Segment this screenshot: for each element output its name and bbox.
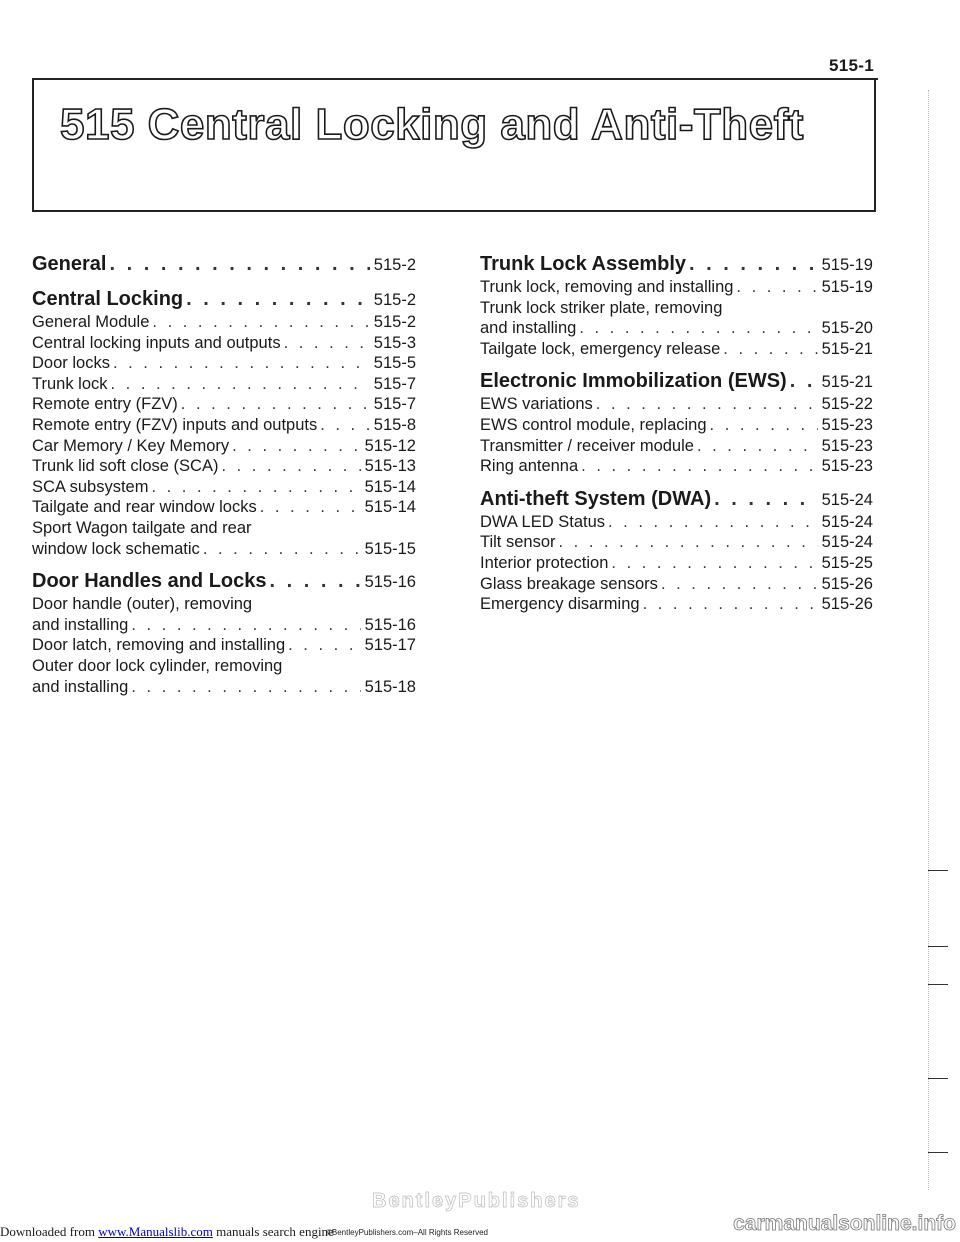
dot-leader <box>203 539 361 560</box>
toc-entry <box>480 512 873 533</box>
toc-entry <box>480 339 873 360</box>
toc-page-ref: 515-3 <box>373 333 416 352</box>
dot-leader <box>151 477 360 498</box>
toc-entry-title: Tailgate and rear window locks <box>32 498 257 517</box>
dot-leader <box>689 252 818 276</box>
toc-entry <box>32 456 416 477</box>
toc-entry <box>32 415 416 436</box>
toc-entry-title: Central Locking <box>32 288 184 310</box>
margin-tick <box>928 1078 948 1079</box>
page-number: 515-1 <box>829 56 874 75</box>
toc-entry <box>480 594 873 615</box>
toc-entry-title: Tilt sensor <box>480 533 556 552</box>
toc-entry-title: and installing <box>32 615 129 634</box>
toc-page-ref: 515-21 <box>821 339 873 358</box>
dot-leader <box>232 436 360 457</box>
copyright-notice: ©BentleyPublishers.com–All Rights Reserved <box>326 1228 488 1237</box>
toc-section-heading <box>480 487 873 512</box>
dot-leader <box>661 574 818 595</box>
toc-entry <box>32 497 416 518</box>
toc-entry-title: General Module <box>32 313 150 331</box>
toc-section-heading <box>480 252 873 277</box>
toc-entry-line: Sport Wagon tailgate and rear <box>32 518 252 537</box>
toc-page-ref: 515-8 <box>373 415 416 434</box>
toc-entry <box>32 436 416 457</box>
toc-entry-title: Trunk Lock Assembly <box>480 253 686 275</box>
toc-page-ref: 515-24 <box>821 512 873 531</box>
dot-leader <box>288 635 360 656</box>
toc-page-ref: 515-21 <box>821 373 873 392</box>
dot-leader <box>260 497 361 518</box>
toc-page-ref: 515-7 <box>373 374 416 393</box>
toc-entry-title: Emergency disarming <box>480 595 640 614</box>
toc-page-ref: 515-14 <box>364 498 416 517</box>
margin-guide <box>928 90 929 1190</box>
toc-entry <box>32 374 416 395</box>
toc-entry-title: Central locking inputs and outputs <box>32 333 281 352</box>
toc-entry <box>32 312 416 333</box>
dot-leader <box>152 312 369 333</box>
toc-entry <box>32 477 416 498</box>
toc-page-ref: 515-2 <box>373 256 416 274</box>
dot-leader <box>596 394 818 415</box>
dot-leader <box>131 615 360 636</box>
dot-leader <box>109 252 369 276</box>
manualslib-link[interactable]: www.Manualslib.com <box>98 1224 213 1239</box>
toc-right-column <box>480 252 873 615</box>
toc-page-ref: 515-23 <box>821 457 873 476</box>
margin-tick <box>928 984 948 985</box>
margin-tick <box>928 870 948 871</box>
toc-left-column <box>32 252 416 697</box>
toc-entry-title: and installing <box>480 319 577 338</box>
toc-entry <box>480 553 873 574</box>
toc-entry-title: SCA subsystem <box>32 477 149 496</box>
toc-page-ref: 515-16 <box>364 573 416 592</box>
toc-entry <box>480 277 873 298</box>
toc-page-ref: 515-19 <box>821 256 873 274</box>
toc-entry-title: Glass breakage sensors <box>480 574 658 593</box>
dot-leader <box>714 487 818 511</box>
margin-tick <box>928 946 948 947</box>
toc-page-ref: 515-22 <box>821 395 873 414</box>
toc-entry-title: Door Handles and Locks <box>32 570 267 593</box>
toc-section-heading <box>32 252 416 277</box>
dot-leader <box>284 333 370 354</box>
toc-entry-title: Car Memory / Key Memory <box>32 436 230 455</box>
toc-entry <box>32 333 416 354</box>
toc-page-ref: 515-13 <box>364 457 416 476</box>
publisher-watermark: BentleyPublishers <box>372 1190 581 1212</box>
toc-entry-title: Electronic Immobilization (EWS) <box>480 370 787 393</box>
dot-leader <box>113 353 370 374</box>
toc-page-ref: 515-12 <box>364 436 416 455</box>
toc-entry-line: Trunk lock striker plate, removing <box>480 298 723 317</box>
toc-entry <box>480 415 873 436</box>
dot-leader <box>723 339 817 360</box>
toc-section-heading <box>32 569 416 594</box>
toc-entry-title: Trunk lid soft close (SCA) <box>32 457 219 476</box>
dot-leader <box>736 277 817 298</box>
dot-leader <box>181 394 370 415</box>
toc-entry <box>32 677 416 698</box>
toc-entry-title: Trunk lock <box>32 374 108 393</box>
toc-entry-title: Tailgate lock, emergency release <box>480 339 721 358</box>
toc-entry-title: window lock schematic <box>32 539 200 558</box>
toc-entry <box>480 532 873 553</box>
chapter-title: 515 Central Locking and Anti-Theft <box>60 100 804 149</box>
toc-entry-title: EWS control module, replacing <box>480 415 707 434</box>
dot-leader <box>697 436 818 457</box>
dot-leader <box>710 415 818 436</box>
toc-entry-title: DWA LED Status <box>480 512 606 531</box>
margin-tick <box>928 1152 948 1153</box>
dot-leader <box>790 369 818 393</box>
toc-page-ref: 515-26 <box>821 595 873 614</box>
toc-entry <box>32 539 416 560</box>
toc-entry <box>32 615 416 636</box>
toc-page-ref: 515-5 <box>373 354 416 373</box>
toc-entry <box>480 436 873 457</box>
toc-page-ref: 515-7 <box>373 395 416 414</box>
footer-suffix: manuals search engine <box>216 1224 334 1239</box>
dot-leader <box>611 553 817 574</box>
toc-page-ref: 515-25 <box>821 553 873 572</box>
toc-page-ref: 515-19 <box>821 278 873 296</box>
download-footer <box>0 1224 334 1240</box>
dot-leader <box>270 569 361 593</box>
toc-entry <box>32 353 416 374</box>
toc-page-ref: 515-26 <box>821 574 873 593</box>
dot-leader <box>608 512 818 533</box>
toc-page-ref: 515-15 <box>364 539 416 558</box>
toc-page-ref: 515-23 <box>821 415 873 434</box>
toc-entry-title: Remote entry (FZV) <box>32 395 178 414</box>
toc-entry-title: Transmitter / receiver module <box>480 436 694 455</box>
dot-leader <box>320 415 370 436</box>
toc-entry-title: and installing <box>32 677 129 696</box>
toc-page-ref: 515-20 <box>821 319 873 338</box>
toc-entry-title: Door locks <box>32 354 110 373</box>
dot-leader <box>559 532 818 553</box>
dot-leader <box>221 456 360 477</box>
toc-page-ref: 515-17 <box>364 636 416 655</box>
toc-page-ref: 515-24 <box>821 533 873 552</box>
toc-entry-title: Interior protection <box>480 553 609 572</box>
toc-entry-line: Door handle (outer), removing <box>32 595 253 614</box>
site-watermark: carmanualsonline.info <box>733 1212 956 1235</box>
dot-leader <box>581 456 817 477</box>
toc-entry-title: Trunk lock, removing and installing <box>480 278 734 296</box>
toc-page-ref: 515-2 <box>373 313 416 331</box>
toc-page-ref: 515-2 <box>373 291 416 309</box>
dot-leader <box>643 594 818 615</box>
footer-prefix: Downloaded from <box>0 1224 95 1239</box>
toc-entry-title: General <box>32 253 107 275</box>
toc-entry-title: Anti-theft System (DWA) <box>480 487 712 510</box>
toc-entry-title: EWS variations <box>480 395 593 414</box>
toc-page-ref: 515-18 <box>364 677 416 696</box>
dot-leader <box>111 374 370 395</box>
toc-page-ref: 515-24 <box>821 490 873 509</box>
dot-leader <box>186 287 370 311</box>
toc-entry <box>480 456 873 477</box>
toc-entry-title: Ring antenna <box>480 457 579 476</box>
toc-page-ref: 515-16 <box>364 615 416 634</box>
toc-entry <box>32 635 416 656</box>
toc-entry <box>480 394 873 415</box>
toc-entry-title: Door latch, removing and installing <box>32 636 286 655</box>
toc-entry-line: Outer door lock cylinder, removing <box>32 656 283 675</box>
toc-entry <box>32 394 416 415</box>
toc-entry <box>480 574 873 595</box>
toc-entry <box>480 318 873 339</box>
dot-leader <box>579 318 817 339</box>
toc-page-ref: 515-23 <box>821 436 873 455</box>
toc-entry-title: Remote entry (FZV) inputs and outputs <box>32 415 318 434</box>
dot-leader <box>131 677 360 698</box>
toc-page-ref: 515-14 <box>364 477 416 496</box>
toc-section-heading <box>32 287 416 312</box>
toc-section-heading <box>480 369 873 394</box>
